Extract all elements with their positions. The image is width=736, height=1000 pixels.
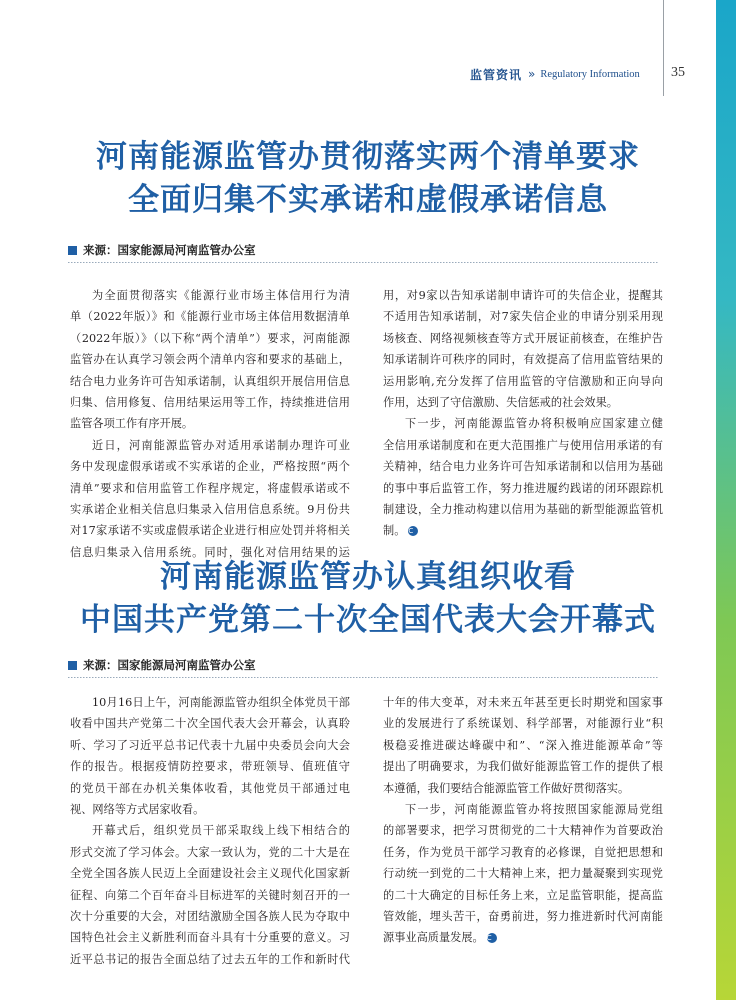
text-line: 监管各项工作有序开展。	[70, 417, 194, 431]
text-line: 十年的伟大变革，对未来五年甚至更长时期党和国家事	[383, 696, 663, 709]
text-line: 清单”要求和信用监管工作程序规定，将虚假承诺或不	[70, 481, 350, 495]
article-column-left	[70, 692, 350, 970]
text-line: 行动统一到党的二十大精神上来，把力量凝聚到实现党	[383, 867, 663, 881]
text-line: 国特色社会主义新胜利而奋斗具有十分重要的意义。习	[70, 931, 350, 945]
text-line: 不适用告知承诺制，对7家失信企业的申请分别采用现	[383, 310, 663, 324]
text-line: 归集、信用修复、信用结果运用等工作，持续推进信用	[70, 396, 350, 410]
square-bullet-icon	[68, 661, 77, 670]
text-line: 提出了明确要求，为我们做好能源监管工作的提供了根	[383, 760, 663, 774]
text-line: 制。 C	[383, 520, 663, 541]
text-line: 用，对9家以告知承诺制申请许可的失信企业，提醒其	[383, 289, 663, 302]
text-line: 制建设，全力推动构建以信用为基础的新型能源监管机	[383, 503, 663, 517]
article-title: 河南能源监管办认真组织收看 中国共产党第二十次全国代表大会开幕式	[80, 559, 656, 638]
text-line: 下一步，河南能源监管办将按照国家能源局党组	[405, 803, 663, 817]
text-line: 对17家承诺不实或虚假承诺企业进行相应处罚并将相关	[70, 524, 350, 538]
article-column-right	[383, 285, 663, 542]
text-line: 作的报告。根据疫情防控要求，带班领导、值班值守	[70, 760, 350, 774]
text-line: 为全面贯彻落实《能源行业市场主体信用行为清	[92, 289, 350, 302]
text-line: 结合电力业务许可告知承诺制，认真组织开展信用信息	[70, 374, 350, 388]
text-line: 知承诺制许可秩序的同时，有效提高了信用监管结果的	[383, 353, 663, 367]
text-line: 全党全国各族人民迈上全面建设社会主义现代化国家新	[70, 867, 350, 881]
article-source: 来源：国家能源局河南监管办公室	[68, 242, 256, 258]
chevron-right-icon: »	[528, 67, 536, 81]
text-line: 全信用承诺制度和在更大范围推广与使用信用承诺的有	[383, 438, 663, 452]
text-line: 场核查、网络视频核查等方式开展证前核查，在维护告	[383, 331, 663, 345]
text-line: 务中发现虚假承诺或不实承诺的企业，严格按照“两个	[70, 460, 350, 474]
text-line: 作用，达到了守信激励、失信惩戒的社会效果。	[383, 396, 618, 410]
text-line: 极稳妥推进碳达峰碳中和”、“深入推进能源革命”等	[383, 738, 663, 752]
text-line: 开幕式后，组织党员干部采取线上线下相结合的	[92, 824, 350, 838]
text-line: 关精神，结合电力业务许可告知承诺制和以信用为基础	[383, 460, 663, 474]
text-line: 实承诺企业相关信息归集录入信用信息系统。9月份共	[70, 503, 350, 517]
text-line: 监管办在认真学习领会两个清单内容和要求的基础上，	[70, 353, 350, 367]
text-line: 次十分重要的大会，对团结激励全国各族人民为夺取中	[70, 910, 350, 924]
article-title: 河南能源监管办贯彻落实两个清单要求 全面归集不实承诺和虚假承诺信息	[96, 139, 640, 218]
text-line: 形式交流了学习体会。大家一致认为，党的二十大是在	[70, 845, 350, 859]
text-line: 任务，作为党员干部学习教育的必修课，自觉把思想和	[383, 845, 663, 859]
text-line: 收看中国共产党第二十次全国代表大会开幕会，认真聆	[70, 717, 350, 731]
text-line: 管效能，埋头苦干，奋勇前进，努力推进新时代河南能	[383, 910, 663, 924]
section-title: 监管资讯	[470, 67, 523, 82]
text-line: 10月16日上午，河南能源监管办组织全体党员干部	[92, 696, 350, 709]
text-line: 本遵循，我们要结合能源监管工作做好贯彻落实。	[383, 781, 630, 795]
text-line: 的事中事后监管工作，努力推进履约践诺的闭环跟踪机	[383, 481, 663, 495]
article-source: 来源：国家能源局河南监管办公室	[68, 657, 256, 673]
text-line: 信息归集录入信用系统。同时，强化对信用结果的运	[70, 545, 350, 559]
text-line: 近日，河南能源监管办对适用承诺制办理许可业	[92, 438, 350, 452]
text-line: 视、网络等方式居家收看。	[70, 803, 205, 817]
text-line: 业的发展进行了系统谋划、科学部署，对能源行业“积	[383, 717, 663, 731]
end-of-article-icon: C	[408, 526, 418, 536]
square-bullet-icon	[68, 246, 77, 255]
text-line: 听、学习了习近平总书记代表十九届中央委员会向大会	[70, 738, 350, 752]
text-line: 征程、向第二个百年奋斗目标进军的关键时刻召开的一	[70, 888, 350, 902]
source-divider	[68, 262, 658, 263]
text-line: 运用影响,充分发挥了信用监管的守信激励和正向导向	[383, 374, 663, 388]
text-line: 的党员干部在办机关集体收看，其他党员干部通过电	[70, 781, 350, 795]
source-divider	[68, 677, 658, 678]
text-line: 的二十大确定的目标任务上来，立足监管职能，提高监	[383, 888, 663, 902]
section-title-en: Regulatory Information	[540, 68, 640, 80]
text-line: 的部署要求，把学习贯彻党的二十大精神作为首要政治	[383, 824, 663, 838]
article-column-right	[383, 692, 663, 949]
article-column-left	[70, 285, 350, 563]
text-line: 下一步，河南能源监管办将积极响应国家建立健	[405, 417, 663, 431]
running-header	[470, 66, 640, 82]
text-line: （2022年版）》（以下称“两个清单”）要求，河南能源	[70, 331, 350, 345]
header-divider	[663, 0, 664, 96]
page-number: 35	[671, 65, 685, 80]
text-line: 源事业高质量发展。 C	[383, 927, 663, 948]
text-line: 近平总书记的报告全面总结了过去五年的工作和新时代	[70, 952, 350, 966]
end-of-article-icon: C	[487, 933, 497, 943]
text-line: 单（2022年版）》和《能源行业市场主体信用数据清单	[70, 310, 350, 324]
